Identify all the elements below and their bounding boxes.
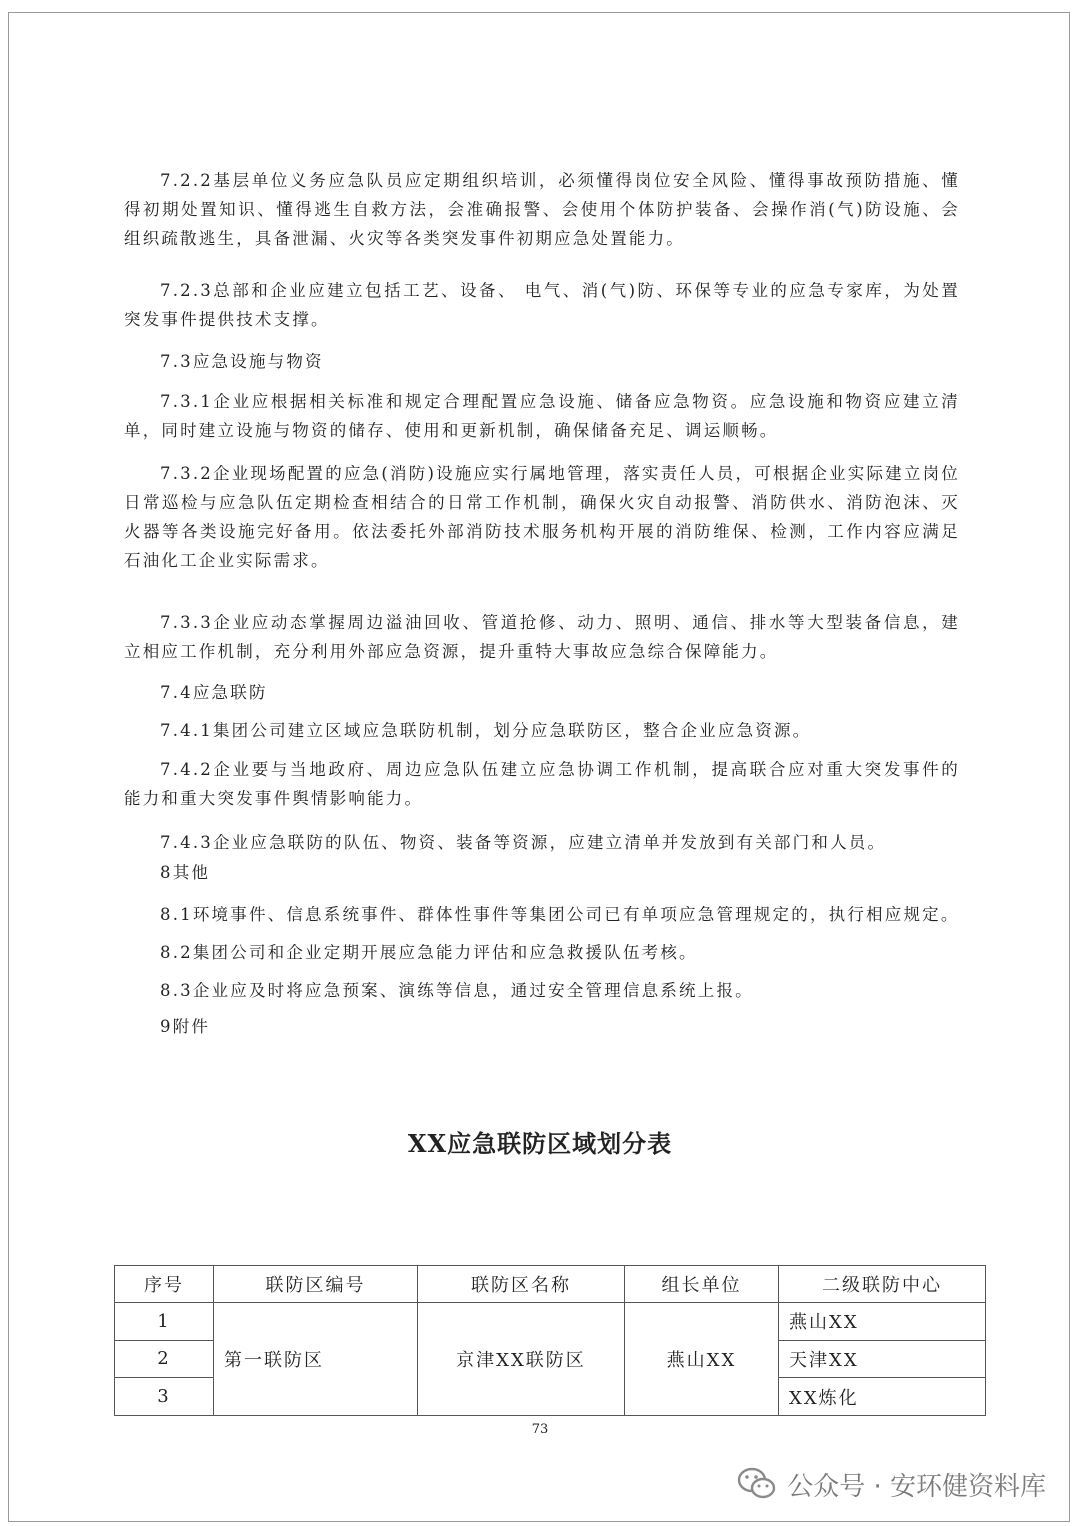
heading-8: 8其他 — [160, 863, 211, 882]
heading-7-4: 7.4应急联防 — [160, 683, 268, 702]
heading-9: 9附件 — [160, 1017, 211, 1036]
wechat-icon — [737, 1466, 777, 1502]
header-zone-name: 联防区名称 — [418, 1266, 625, 1303]
header-leader-unit: 组长单位 — [625, 1266, 779, 1303]
paragraph-8-3: 8.3企业应及时将应急预案、演练等信息，通过安全管理信息系统上报。 — [160, 981, 754, 1000]
cell-center: 燕山XX — [779, 1303, 986, 1341]
paragraph-7-3-3: 7.3.3企业应动态掌握周边溢油回收、管道抢修、动力、照明、通信、排水等大型装备信息，建立相应工作机制，充分利用外部应急资源，提升重特大事故应急综合保障能力。 — [124, 613, 960, 661]
cell-zone-code: 第一联防区 — [214, 1303, 418, 1416]
paragraph-7-4-1: 7.4.1集团公司建立区域应急联防机制，划分应急联防区，整合企业应急资源。 — [160, 721, 812, 740]
cell-center: 天津XX — [779, 1340, 986, 1378]
cell-leader-unit: 燕山XX — [625, 1303, 779, 1416]
paragraph-7-4-3: 7.4.3企业应急联防的队伍、物资、装备等资源，应建立清单并发放到有关部门和人员。 — [160, 833, 887, 852]
paragraph-8-1: 8.1环境事件、信息系统事件、群体性事件等集团公司已有单项应急管理规定的，执行相应规定。 — [160, 905, 960, 924]
table-row — [115, 1303, 986, 1341]
header-secondary-center: 二级联防中心 — [779, 1266, 986, 1303]
heading-7-3: 7.3应急设施与物资 — [160, 352, 324, 371]
table-title: XX应急联防区域划分表 — [407, 1129, 673, 1158]
paragraph-7-2-3: 7.2.3总部和企业应建立包括工艺、设备、 电气、消(气)防、环保等专业的应急专家库，为处置突发事件提供技术支撑。 — [124, 281, 960, 329]
watermark-text: 公众号 · 安环健资料库 — [787, 1471, 1046, 1502]
cell-serial: 1 — [115, 1303, 214, 1341]
header-serial: 序号 — [115, 1266, 214, 1303]
cell-center: XX炼化 — [779, 1378, 986, 1416]
header-zone-code: 联防区编号 — [214, 1266, 418, 1303]
paragraph-7-3-2: 7.3.2企业现场配置的应急(消防)设施应实行属地管理，落实责任人员，可根据企业实际建立岗位日常巡检与应急队伍定期检查相结合的日常工作机制，确保火灾自动报警、消防供水、消防泡沫、灭火器等各类设施完好备用。依法委托外部消防技术服务机构开展的消防维保、检测，工作内容应满足石油化工企业实际需求。 — [124, 464, 960, 570]
cell-zone-name: 京津XX联防区 — [418, 1303, 625, 1416]
paragraph-8-2: 8.2集团公司和企业定期开展应急能力评估和应急救援队伍考核。 — [160, 943, 698, 962]
cell-serial: 2 — [115, 1340, 214, 1378]
defense-zone-table — [114, 1265, 986, 1416]
paragraph-7-4-2: 7.4.2企业要与当地政府、周边应急队伍建立应急协调工作机制，提高联合应对重大突发事件的能力和重大突发事件舆情影响能力。 — [124, 760, 960, 808]
cell-serial: 3 — [115, 1378, 214, 1416]
watermark — [737, 1464, 1046, 1504]
table-header-row — [115, 1266, 986, 1303]
paragraph-7-3-1: 7.3.1企业应根据相关标准和规定合理配置应急设施、储备应急物资。应急设施和物资应建立清单，同时建立设施与物资的储存、使用和更新机制，确保储备充足、调运顺畅。 — [124, 392, 960, 440]
page-number: 73 — [531, 1422, 549, 1437]
paragraph-7-2-2: 7.2.2基层单位义务应急队员应定期组织培训，必须懂得岗位安全风险、懂得事故预防措施、懂得初期处置知识、懂得逃生自救方法，会准确报警、会使用个体防护装备、会操作消(气)防设施、会组织疏散逃生，具备泄漏、火灾等各类突发事件初期应急处置能力。 — [124, 171, 960, 248]
